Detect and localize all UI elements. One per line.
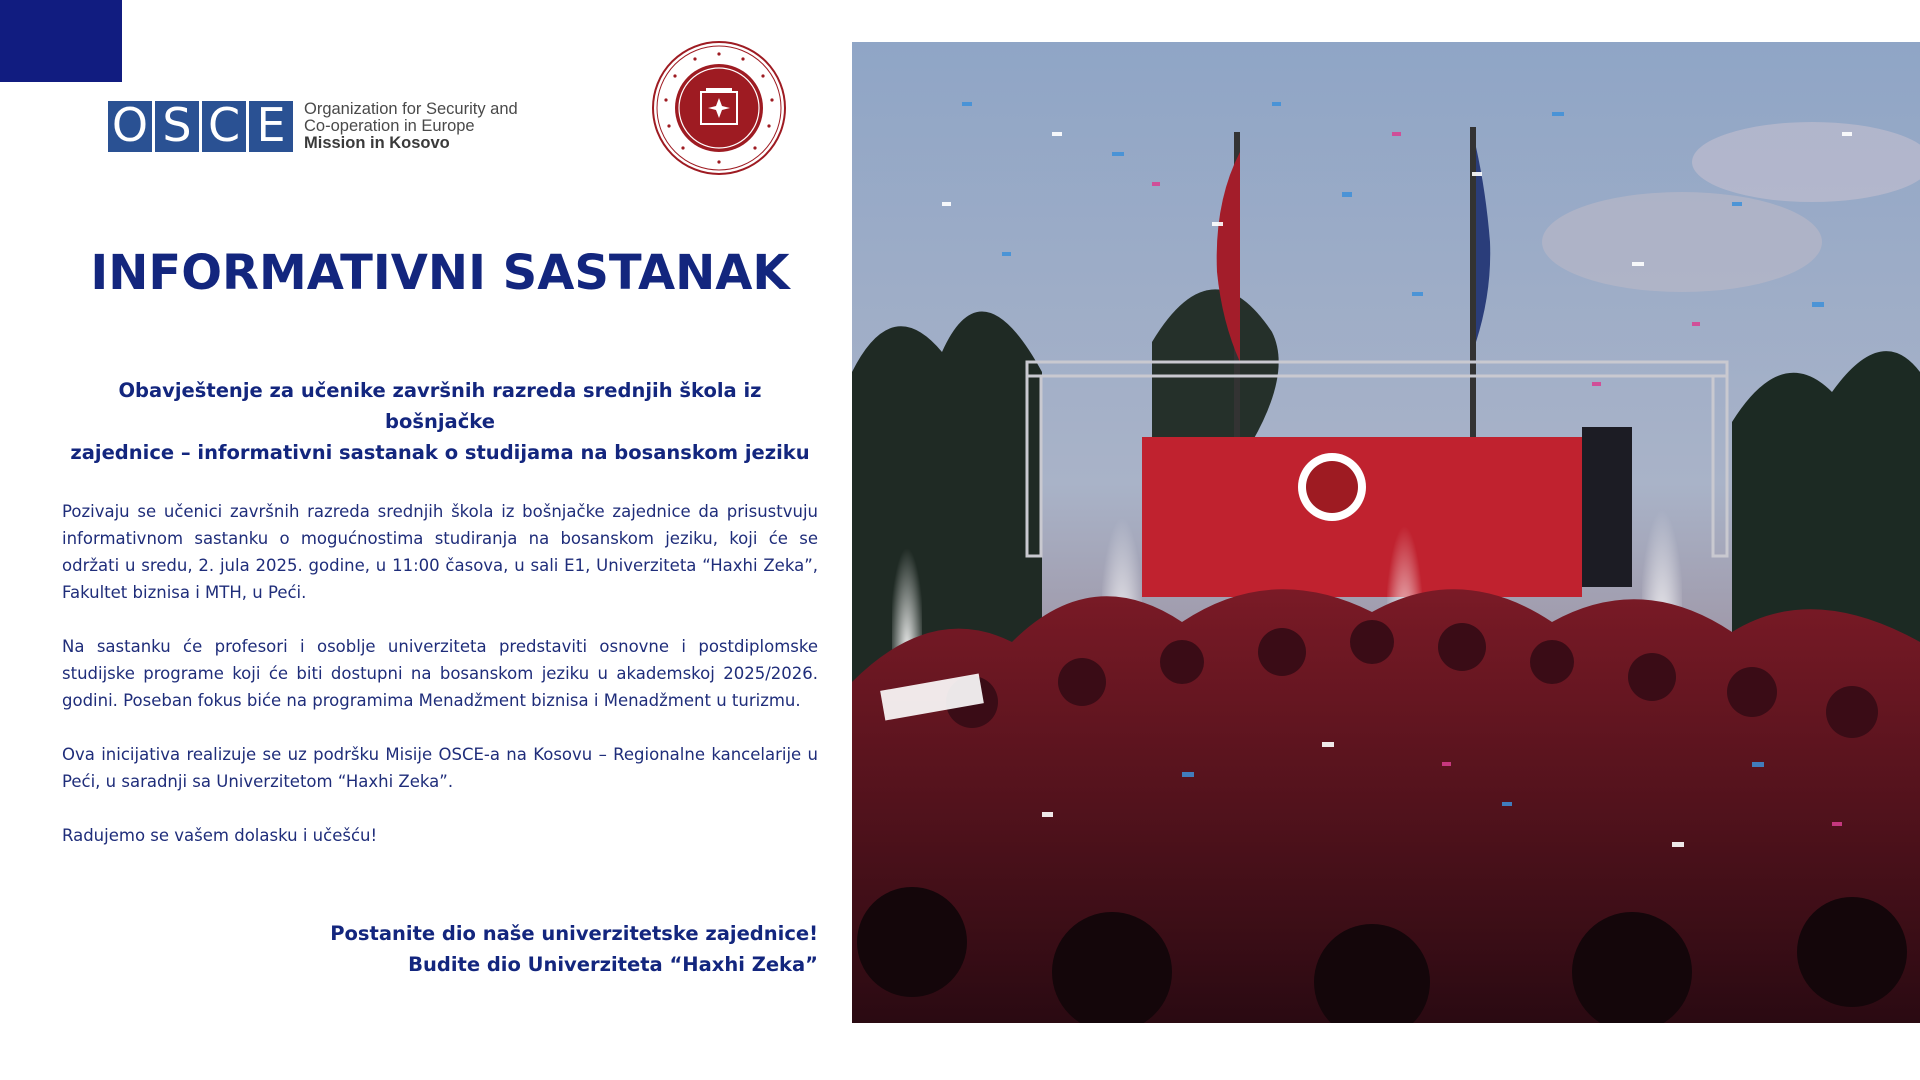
osce-letter: O [108,101,152,152]
osce-line-1: Organization for Security and [304,99,518,118]
osce-letter: C [202,101,246,152]
osce-letters [108,97,296,152]
university-seal-icon [651,40,787,176]
closing-line-1: Postanite dio naše univerzitetske zajednice! [330,922,818,945]
corner-accent-block [0,0,122,82]
paragraph-programs: Na sastanku će profesori i osoblje univerziteta predstaviti osnovne i postdiplomske studijske programe koji će biti dostupni na bosanskom jeziku u akademskoj 2025/2026. godini. Poseban fokus biće na programima Menadžment biznisa i Menadžment u turizmu. [62,637,818,710]
closing-slogan [258,918,818,980]
subtitle-line-2: zajednice – informativni sastanak o studijama na bosanskom jeziku [70,441,810,464]
body-text [62,498,818,876]
graduation-ceremony-photo [852,42,1920,1023]
paragraph-invitation: Pozivaju se učenici završnih razreda srednjih škola iz bošnjačke zajednice da prisustvuju informativnom sastanku o mogućnostima studiranja na bosanskom jeziku, koji će se održati u sredu, 2. jula 2025. godine, u 11:00 časova, u sali E1, Univerziteta “Haxhi Zeka”, Fakultet biznisa i MTH, u Peći. [62,502,818,602]
subtitle [62,375,818,468]
subtitle-line-1: Obavještenje za učenike završnih razreda srednjih škola iz bošnjačke [118,379,762,433]
osce-line-2: Co-operation in Europe [304,116,475,135]
paragraph-welcome: Radujemo se vašem dolasku i učešću! [62,826,378,845]
osce-letter: S [155,101,199,152]
osce-text [304,101,518,152]
closing-line-2: Budite dio Univerziteta “Haxhi Zeka” [408,953,818,976]
page-title: INFORMATIVNI SASTANAK [90,245,790,301]
osce-line-3: Mission in Kosovo [304,133,450,152]
paragraph-support: Ova inicijativa realizuje se uz podršku Misije OSCE-a na Kosovu – Regionalne kancelarije u Peći, u saradnji sa Univerzitetom “Haxhi Zeka”. [62,745,818,791]
osce-logo [108,99,518,153]
osce-letter: E [249,101,293,152]
